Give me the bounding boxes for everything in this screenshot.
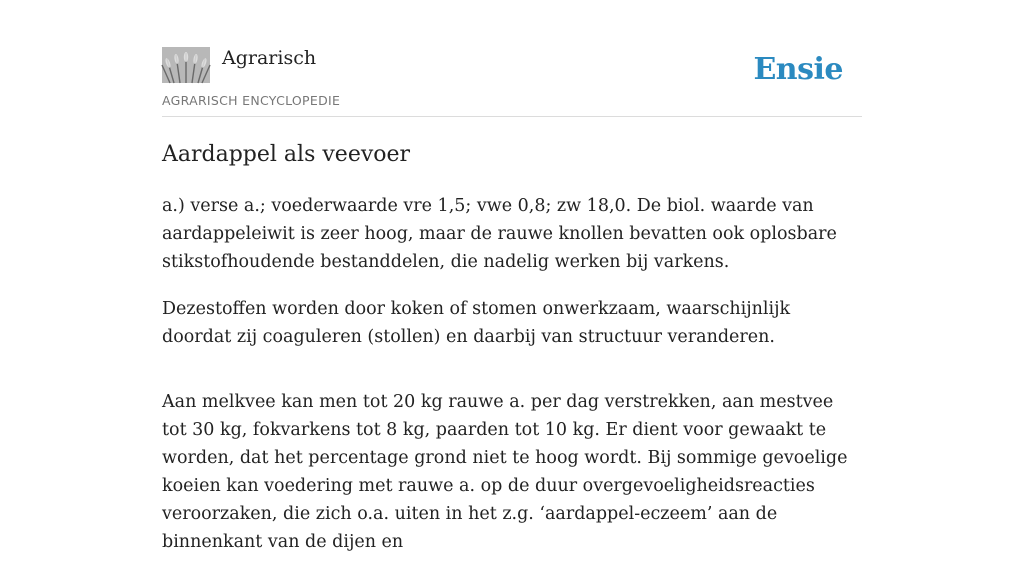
article-body (162, 192, 862, 575)
source-avatar[interactable] (162, 47, 210, 83)
article-paragraph: Dezestoffen worden door koken of stomen onwerkzaam, waarschijnlijk doordat zij coaguleren (stollen) en daarbij van structuur veranderen. (162, 299, 791, 347)
article-paragraph: a.) verse a.; voederwaarde vre 1,5; vwe 0,8; zw 18,0. De biol. waarde van aardappeleiwit is zeer hoog, maar de rauwe knollen bevatten ook oplosbare stikstofhoudende bestanddelen, die nadelig werken bij varkens. (162, 196, 837, 272)
header (162, 44, 862, 117)
brand-logo[interactable]: Ensie (753, 52, 843, 87)
source-subtitle: AGRARISCH ENCYCLOPEDIE (162, 93, 341, 108)
wheat-icon (162, 47, 210, 83)
article-title: Aardappel als veevoer (162, 142, 411, 167)
article-paragraph: Aan melkvee kan men tot 20 kg rauwe a. per dag verstrekken, aan mestvee tot 30 kg, fokvarkens tot 8 kg, paarden tot 10 kg. Er dient voor gewaakt te worden, dat het percentage grond niet te hoog wordt. Bij sommige gevoelige koeien kan voedering met rauwe a. op de duur overgevoeligheidsreacties veroorzaken, die zich o.a. uiten in het z.g. ‘aardappel-eczeem’ aan de binnenkant van de dijen en (162, 392, 848, 552)
source-name-link[interactable]: Agrarisch (222, 47, 317, 69)
